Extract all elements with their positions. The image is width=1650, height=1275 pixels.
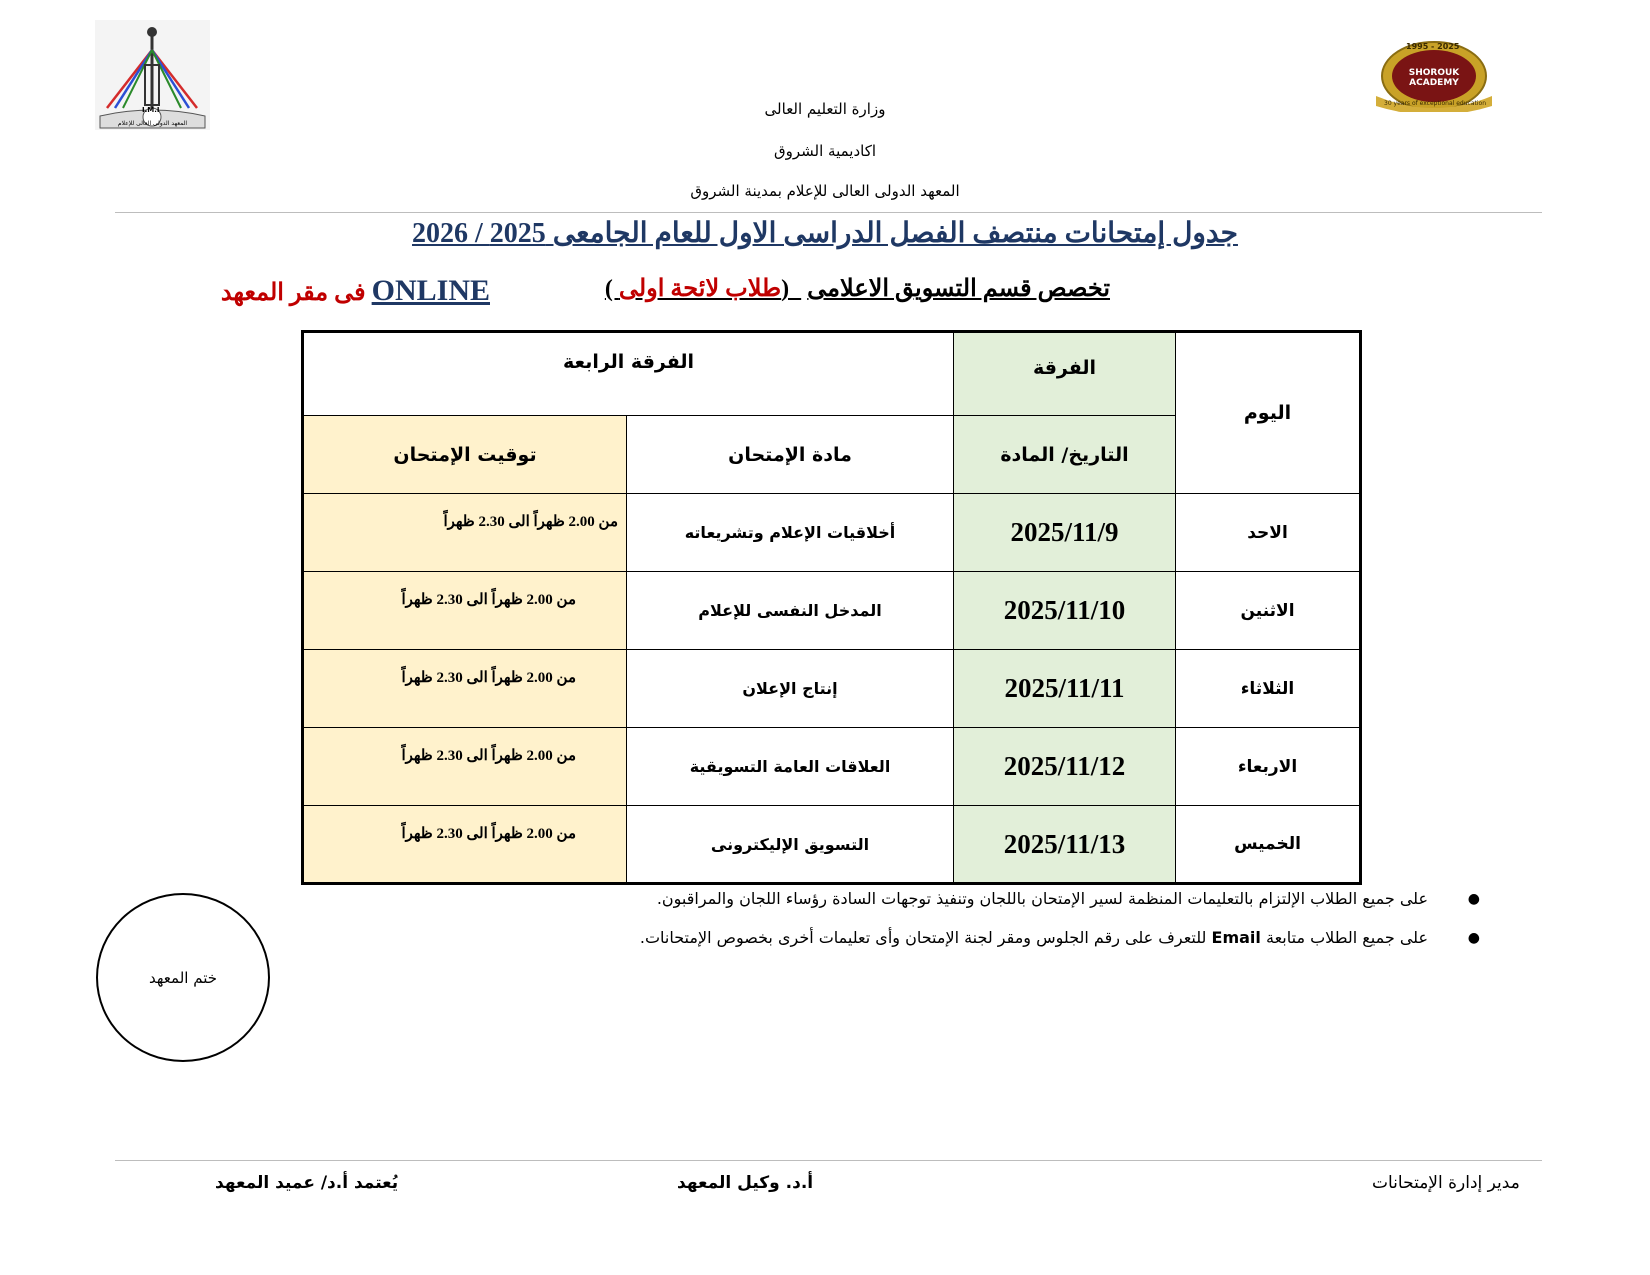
schedule-title: جدول إمتحانات منتصف الفصل الدراسى الاول للعام الجامعى 2025 / 2026 — [412, 218, 1238, 249]
ministry-name: وزارة التعليم العالى — [764, 100, 886, 118]
date-cell: 2025/11/9 — [954, 494, 1176, 572]
location-text: فى مقر المعهد — [220, 280, 366, 306]
table-row — [303, 806, 1361, 884]
online-text: ONLINE — [371, 274, 490, 307]
table-row — [303, 572, 1361, 650]
institute-seal — [96, 893, 270, 1062]
date-cell: 2025/11/12 — [954, 728, 1176, 806]
time-cell — [303, 806, 627, 884]
day-cell: الاحد — [1176, 494, 1361, 572]
time-text: من 2.00 ظهراً الى 2.30 ظهراً — [401, 592, 576, 608]
table-row — [303, 494, 1361, 572]
shorouk-logo-name: SHOROUK ACADEMY — [1408, 68, 1460, 88]
note-text: على جميع الطلاب الإلتزام بالتعليمات المنظمة لسير الإمتحان باللجان وتنفيذ توجهات السادة رؤساء اللجان والمراقبون. — [656, 889, 1428, 908]
time-text: من 2.00 ظهراً الى 2.30 ظهراً — [401, 670, 576, 686]
note-email: Email — [1211, 928, 1261, 947]
day-cell: الخميس — [1176, 806, 1361, 884]
bullet-icon: ● — [1467, 930, 1480, 946]
date-subject-header: التاريخ/ المادة — [954, 416, 1176, 494]
exams-manager-signature: مدير إدارة الإمتحانات — [1372, 1173, 1520, 1193]
time-header: توقيت الإمتحان — [303, 416, 627, 494]
day-header: اليوم — [1176, 332, 1361, 494]
table-row — [303, 650, 1361, 728]
shorouk-academy-logo — [1368, 34, 1500, 112]
time-cell — [303, 650, 627, 728]
specialization-text: تخصص قسم التسويق الاعلامى — [807, 276, 1110, 302]
list-item — [480, 888, 1480, 910]
exam-schedule-table — [301, 330, 1362, 885]
time-cell — [303, 572, 627, 650]
grade-header: الفرقة — [954, 332, 1176, 416]
online-location-label — [190, 274, 490, 308]
time-cell — [303, 728, 627, 806]
institute-name: المعهد الدولى العالى للإعلام بمدينة الشروق — [690, 182, 960, 200]
subject-cell: العلاقات العامة التسويقية — [627, 728, 954, 806]
dean-signature: يُعتمد أ.د/ عميد المعهد — [215, 1173, 399, 1193]
subject-cell: أخلاقيات الإعلام وتشريعاته — [627, 494, 954, 572]
subject-cell: التسويق الإليكترونى — [627, 806, 954, 884]
imi-logo-text: المعهد الدولى العالى للإعلام — [117, 120, 188, 127]
specialization-label — [590, 274, 1110, 303]
bullet-icon: ● — [1467, 891, 1480, 907]
time-text: من 2.00 ظهراً الى 2.30 ظهراً — [401, 826, 576, 842]
date-cell: 2025/11/10 — [954, 572, 1176, 650]
subject-header: مادة الإمتحان — [627, 416, 954, 494]
day-cell: الثلاثاء — [1176, 650, 1361, 728]
time-cell — [303, 494, 627, 572]
shorouk-logo-tagline: 30 years of exceptional education — [1384, 100, 1486, 107]
time-text: من 2.00 ظهراً الى 2.30 ظهراً — [401, 748, 576, 764]
regulation-group: (طلاب لائحة اولى ) — [604, 276, 802, 302]
regulation-text: طلاب لائحة اولى — [618, 276, 782, 302]
academy-name: اكاديمية الشروق — [773, 142, 877, 160]
imi-logo — [95, 20, 210, 130]
date-cell: 2025/11/13 — [954, 806, 1176, 884]
time-text: من 2.00 ظهراً الى 2.30 ظهراً — [443, 514, 618, 530]
imi-logo-abbrev: I.M.I — [142, 106, 160, 114]
vice-dean-signature: أ.د. وكيل المعهد — [677, 1173, 814, 1193]
day-cell: الاربعاء — [1176, 728, 1361, 806]
day-cell: الاثنين — [1176, 572, 1361, 650]
note-text-part2: للتعرف على رقم الجلوس ومقر لجنة الإمتحان وأى تعليمات أخرى بخصوص الإمتحانات. — [639, 928, 1207, 947]
fourth-year-header: الفرقة الرابعة — [303, 332, 954, 416]
subject-cell: المدخل النفسى للإعلام — [627, 572, 954, 650]
list-item — [480, 927, 1480, 949]
header-divider — [115, 212, 1542, 213]
seal-label: ختم المعهد — [149, 968, 217, 987]
footer-divider — [115, 1160, 1542, 1161]
subject-cell: إنتاج الإعلان — [627, 650, 954, 728]
table-row — [303, 728, 1361, 806]
notes-list — [480, 888, 1480, 966]
date-cell: 2025/11/11 — [954, 650, 1176, 728]
shorouk-logo-years: 1995 - 2025 — [1406, 42, 1460, 51]
note-text-part1: على جميع الطلاب متابعة — [1266, 928, 1428, 947]
